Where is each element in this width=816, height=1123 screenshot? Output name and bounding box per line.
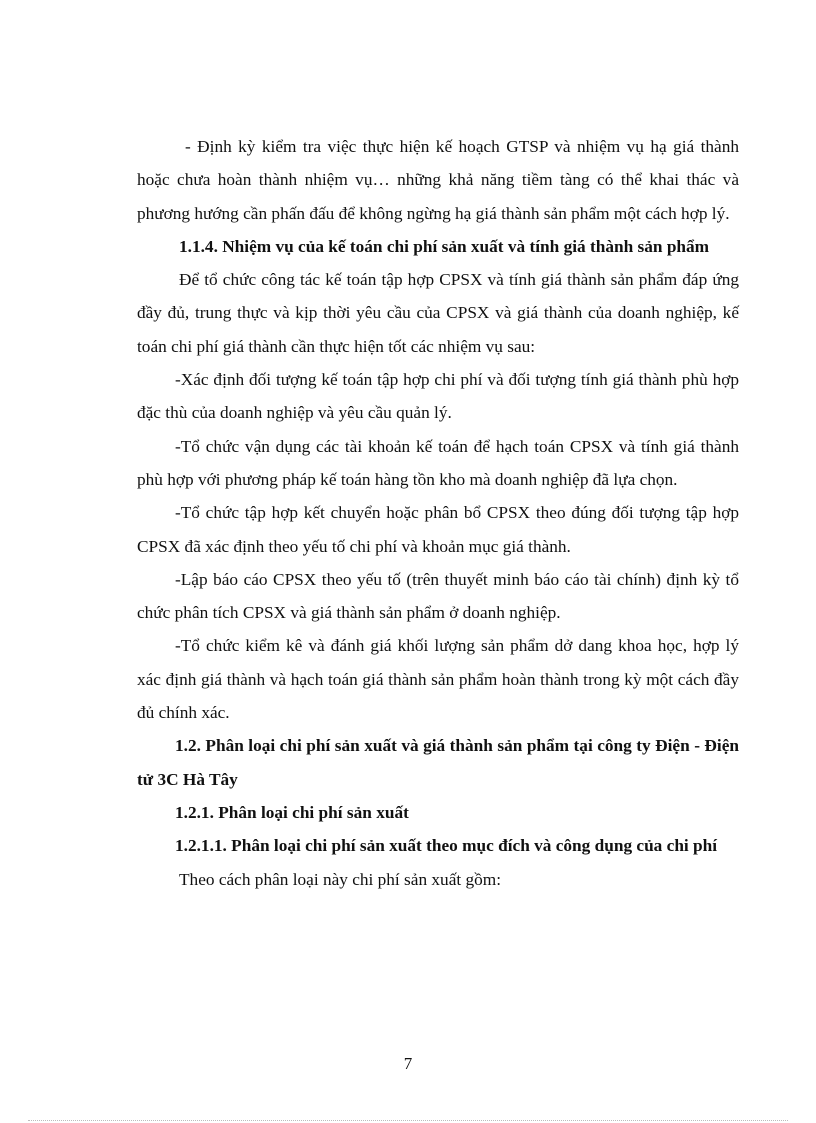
paragraph-task-3: -Tổ chức tập hợp kết chuyển hoặc phân bổ CPSX theo đúng đối tượng tập hợp CPSX đã xác định theo yếu tố chi phí và khoản mục giá thành. bbox=[137, 503, 739, 556]
paragraph-task-1: -Xác định đối tượng kế toán tập hợp chi phí và đối tượng tính giá thành phù hợp đặc thù của doanh nghiệp và yêu cầu quản lý. bbox=[137, 370, 739, 423]
paragraph-task-5: -Tổ chức kiểm kê và đánh giá khối lượng sản phẩm dở dang khoa học, hợp lý xác định giá thành và hạch toán giá thành sản phẩm hoàn thành trong kỳ một cách đầy đủ chính xác. bbox=[137, 636, 739, 723]
heading-1-1-4: 1.1.4. Nhiệm vụ của kế toán chi phí sản xuất và tính giá thành sản phẩm bbox=[179, 236, 710, 256]
heading-1-2-1-1: 1.2.1.1. Phân loại chi phí sản xuất theo mục đích và công dụng của chi phí bbox=[175, 836, 718, 856]
paragraph-periodic-check: - Định kỳ kiểm tra việc thực hiện kế hoạch GTSP và nhiệm vụ hạ giá thành hoặc chưa hoàn thành nhiệm vụ… những khả năng tiềm tàng có thể khai thác và phương hướng cần phấn đấu để không ngừng hạ giá thành sản phẩm một cách hợp lý. bbox=[137, 137, 739, 223]
paragraph-task-4: -Lập báo cáo CPSX theo yếu tố (trên thuyết minh báo cáo tài chính) định kỳ tổ chức phân tích CPSX và giá thành sản phẩm ở doanh nghiệp. bbox=[137, 569, 739, 623]
heading-1-2-1: 1.2.1. Phân loại chi phí sản xuất bbox=[175, 802, 409, 822]
paragraph-intro-tasks: Để tổ chức công tác kế toán tập hợp CPSX và tính giá thành sản phẩm đáp ứng đầy đủ, trung thực và kịp thời yêu cầu của CPSX và giá thành của doanh nghiệp, kế toán chi phí giá thành cần thực hiện tốt các nhiệm vụ sau: bbox=[137, 270, 739, 356]
heading-1-2: 1.2. Phân loại chi phí sản xuất và giá thành sản phẩm tại công ty Điện - Điện tử 3C Hà Tây bbox=[137, 736, 739, 789]
page-number: 7 bbox=[403, 1054, 413, 1073]
page-bottom-divider bbox=[28, 1120, 788, 1121]
paragraph-classification-intro: Theo cách phân loại này chi phí sản xuất gồm: bbox=[179, 869, 502, 889]
paragraph-task-2: -Tổ chức vận dụng các tài khoản kế toán để hạch toán CPSX và tính giá thành phù hợp với phương pháp kế toán hàng tồn kho mà doanh nghiệp đã lựa chọn. bbox=[137, 436, 739, 489]
page-content bbox=[137, 130, 739, 896]
